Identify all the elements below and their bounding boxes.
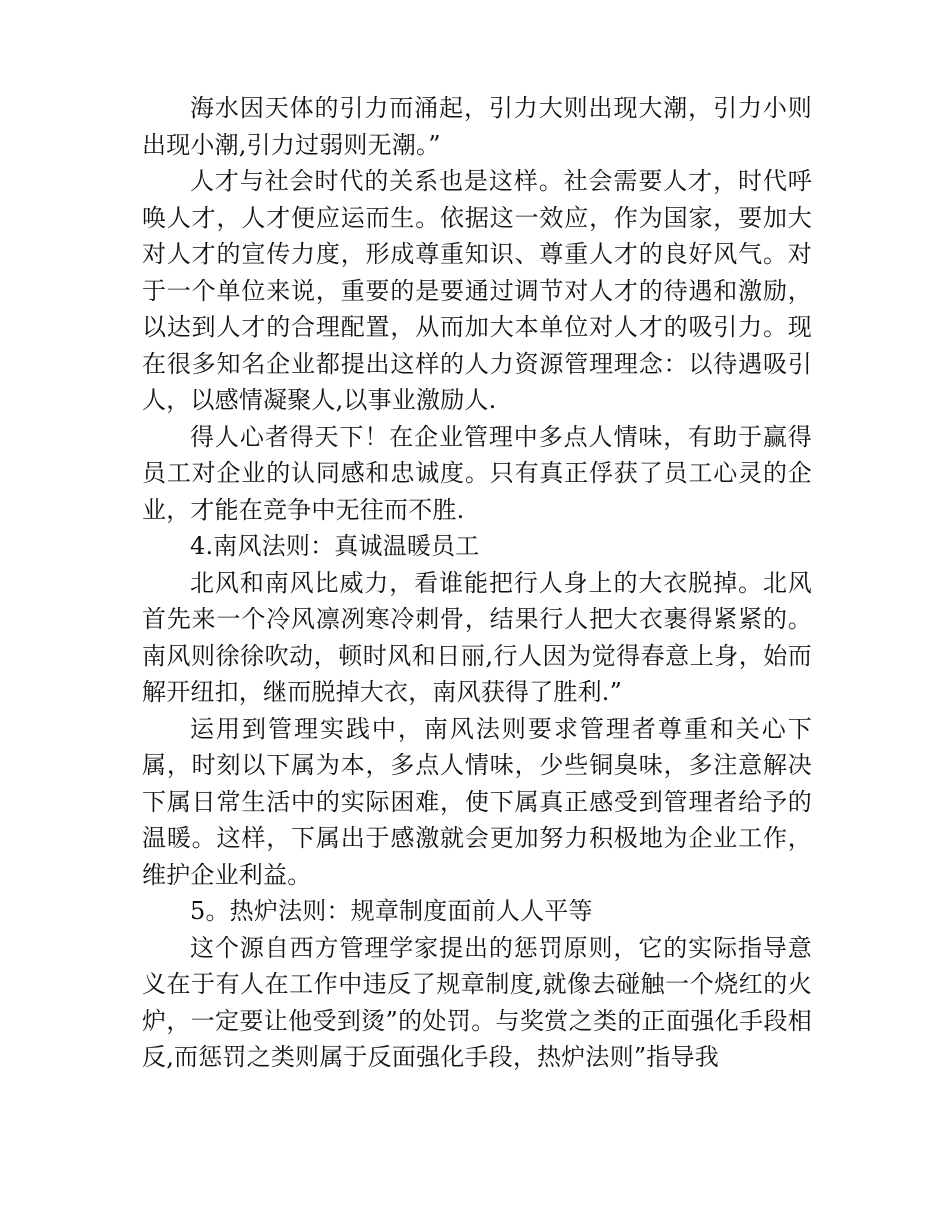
section-heading-south-wind-law: 4.南风法则：真诚温暖员工 (190, 532, 480, 560)
paragraph-winning-hearts: 得人心者得天下！在企业管理中多点人情味，有助于赢得员工对企业的认同感和忠诚度。只有真正俘获了员工心灵的企业，才能在竞争中无往而不胜. (142, 422, 812, 524)
paragraph-south-wind-practice: 运用到管理实践中，南风法则要求管理者尊重和关心下属，时刻以下属为本，多点人情味，少些铜臭味，多注意解决下属日常生活中的实际困难，使下属真正感受到管理者给予的温暖。这样，下属出于感激就会更加努力积极地为企业工作，维护企业利益。 (142, 714, 812, 889)
paragraph-hot-stove-principle: 这个源自西方管理学家提出的惩罚原则，它的实际指导意义在于有人在工作中违反了规章制度,就像去碰触一个烧红的火炉，一定要让他受到烫”的处罚。与奖赏之类的正面强化手段相反,而惩罚之类则属于反面强化手段，热炉法则”指导我 (142, 933, 812, 1071)
document-body (142, 90, 812, 1076)
paragraph-tide-analogy: 海水因天体的引力而涌起，引力大则出现大潮，引力小则出现小潮,引力过弱则无潮。” (142, 94, 812, 159)
paragraph-talent-attraction: 人才与社会时代的关系也是这样。社会需要人才，时代呼唤人才，人才便应运而生。依据这一效应，作为国家，要加大对人才的宣传力度，形成尊重知识、尊重人才的良好风气。对于一个单位来说，重要的是要通过调节对人才的待遇和激励，以达到人才的合理配置，从而加大本单位对人才的吸引力。现在很多知名企业都提出这样的人力资源管理理念：以待遇吸引人，以感情凝聚人,以事业激励人. (142, 167, 812, 414)
section-heading-hot-stove-law: 5。热炉法则：规章制度面前人人平等 (190, 897, 593, 925)
paragraph-south-wind-story: 北风和南风比威力，看谁能把行人身上的大衣脱掉。北风首先来一个冷风凛冽寒冷刺骨，结果行人把大衣裹得紧紧的。南风则徐徐吹动，顿时风和日丽,行人因为觉得春意上身，始而解开纽扣，继而脱掉大衣，南风获得了胜利.” (142, 568, 812, 706)
